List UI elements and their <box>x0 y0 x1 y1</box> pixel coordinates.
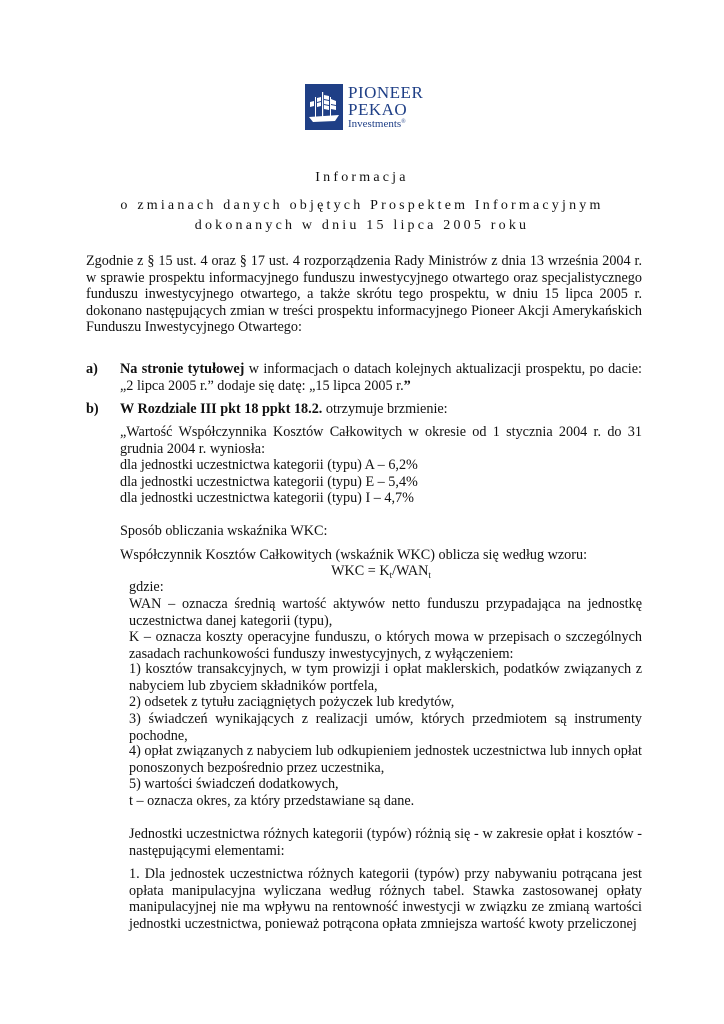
method-heading: Sposób obliczania wskaźnika WKC: <box>120 523 328 539</box>
item-b-marker: b) <box>86 401 99 417</box>
k-definition: K – oznacza koszty operacyjne funduszu, o których mowa w przepisach o szczególnych zasadach rachunkowości funduszy inwestycyjnych, z wyłączeniem: <box>129 629 642 662</box>
exclusion-3: 3) świadczeń wynikających z realizacji umów, których przedmiotem są instrumenty pochodne, <box>129 711 642 744</box>
item-b-bold: W Rozdziale III pkt 18 ppkt 18.2. <box>120 401 323 417</box>
wkc-value-i: dla jednostki uczestnictwa kategorii (typu) I – 4,7% <box>120 490 414 506</box>
document-subtitle-line2: dokonanych w dniu 15 lipca 2005 roku <box>194 218 530 233</box>
logo-line-investments: Investments® <box>348 118 406 130</box>
exclusion-2: 2) odsetek z tytułu zaciągniętych pożyczek lub kredytów, <box>129 694 455 710</box>
wkc-values-list <box>120 457 642 507</box>
wkc-value-e: dla jednostki uczestnictwa kategorii (typu) E – 5,4% <box>120 473 418 490</box>
t-definition: t – oznacza okres, za który przedstawiane są dane. <box>129 793 415 809</box>
exclusion-5: 5) wartości świadczeń dodatkowych, <box>129 776 339 792</box>
document-subtitle-line1: o zmianach danych objętych Prospektem Informacyjnym <box>120 198 604 213</box>
document-title: Informacja <box>315 170 409 185</box>
item-a-bold: Na stronie tytułowej <box>120 361 245 377</box>
formula-intro: Współczynnik Kosztów Całkowitych (wskaźnik WKC) oblicza się według wzoru: <box>120 547 588 563</box>
categories-intro: Jednostki uczestnictwa różnych kategorii (typów) różnią się - w zakresie opłat i kosztów - następującymi elementami: <box>129 826 642 859</box>
wan-definition: WAN – oznacza średnią wartość aktywów netto funduszu przypadająca na jednostkę uczestnictwa danej kategorii (typu), <box>129 596 642 629</box>
item-b-text: W Rozdziale III pkt 18 ppkt 18.2. otrzymuje brzmienie: <box>120 401 448 417</box>
exclusion-4: 4) opłat związanych z nabyciem lub odkupieniem jednostek uczestnictwa lub innych opłat ponoszonych bezpośrednio przez uczestnika, <box>129 743 642 776</box>
ship-logo-icon <box>305 84 343 130</box>
where-label: gdzie: <box>129 579 164 595</box>
wkc-intro: „Wartość Współczynnika Kosztów Całkowitych w okresie od 1 stycznia 2004 r. do 31 grudnia 2004 r. wyniosła: <box>120 424 642 457</box>
logo-line-pioneer: PIONEER <box>348 83 424 102</box>
wkc-value-a: dla jednostki uczestnictwa kategorii (typu) A – 6,2% <box>120 457 418 473</box>
wkc-formula: WKC = $K_t/WAN_t$ <box>331 563 431 580</box>
item-a-text: Na stronie tytułowej w informacjach o datach kolejnych aktualizacji prospektu, po dacie: „2 lipca 2005 r.” dodaje się datę: „15 lipca 2005 r.” <box>120 361 642 394</box>
company-logo <box>305 83 424 130</box>
logo-text <box>348 84 423 130</box>
exclusion-1: 1) kosztów transakcyjnych, w tym prowizji i opłat maklerskich, podatków związanych z nabyciem lub zbyciem składników portfela, <box>129 661 642 694</box>
intro-paragraph: Zgodnie z § 15 ust. 4 oraz § 17 ust. 4 rozporządzenia Rady Ministrów z dnia 13 września 2004 r. w sprawie prospektu informacyjnego funduszu inwestycyjnego otwartego oraz specjalistycznego funduszu inwestycyjnego otwartego, a także skrótu tego prospektu, w dniu 15 lipca 2005 r. dokonano następujących zmian w treści prospektu informacyjnego Pioneer Akcji Amerykańskich Funduszu Inwestycyjnego Otwartego: <box>86 253 642 335</box>
point-1: 1. Dla jednostek uczestnictwa różnych kategorii (typów) przy nabywaniu potrącana jest opłata manipulacyjna wyliczana według różnych tabel. Stawka zastosowanej opłaty manipulacyjnej nie ma wpływu na rentowność inwestycji w związku ze zmianą wartości jednostki uczestnictwa, ponieważ potrącona opłata zmniejsza wartość kwoty przeliczonej <box>129 866 642 932</box>
logo-line-pekao: PEKAO <box>348 100 408 119</box>
item-a-marker: a) <box>86 361 98 377</box>
